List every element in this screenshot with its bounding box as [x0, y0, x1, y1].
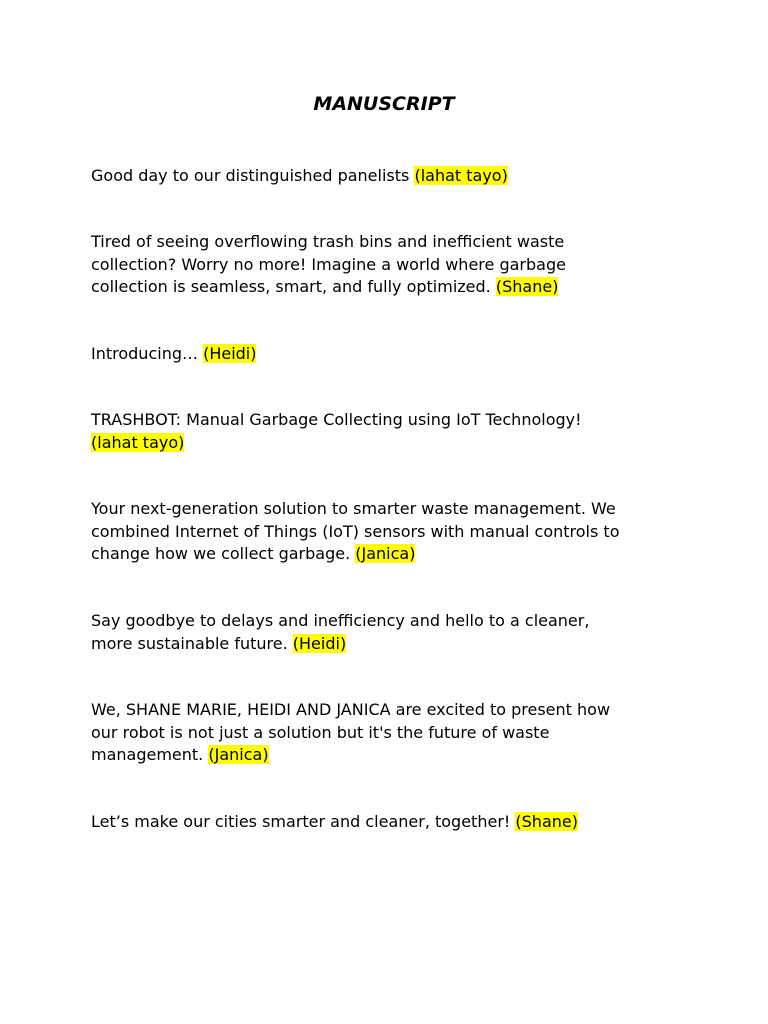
paragraph-greeting — [91, 165, 691, 188]
paragraph-intro-problem — [91, 231, 691, 299]
speaker-tag: (Heidi) — [292, 633, 347, 653]
paragraph-text: We, SHANE MARIE, HEIDI AND JANICA are excited to present how — [91, 700, 611, 719]
paragraph-text: Introducing… — [91, 344, 198, 363]
speaker-tag: (Heidi) — [203, 344, 257, 363]
paragraph-introducing — [91, 343, 691, 366]
paragraph-text: Say goodbye to delays and inefficiency and hello to a cleaner, — [91, 611, 590, 630]
paragraph-text: combined Internet of Things (IoT) sensors with manual controls to — [91, 521, 620, 541]
speaker-tag: (Shane) — [515, 812, 578, 831]
paragraph-goodbye — [91, 610, 691, 655]
speaker-tag: (lahat tayo) — [414, 166, 508, 185]
paragraph-product-name — [91, 409, 691, 454]
speaker-tag: (Shane) — [495, 277, 559, 296]
paragraph-closing — [91, 811, 691, 834]
document-title: MANUSCRIPT — [313, 93, 455, 115]
paragraph-text: Your next-generation solution to smarter waste management. We — [91, 499, 616, 518]
paragraph-text: collection? Worry no more! Imagine a world where garbage — [91, 254, 566, 274]
paragraph-team — [91, 699, 691, 767]
paragraph-text: Good day to our distinguished panelists — [91, 166, 410, 185]
paragraph-text: change how we collect garbage. — [91, 544, 351, 563]
paragraph-text: management. — [91, 745, 204, 764]
paragraph-text: our robot is not just a solution but it's the future of waste — [91, 722, 550, 742]
speaker-tag: (Janica) — [208, 745, 269, 764]
paragraph-text: Let’s make our cities smarter and cleaner, together! — [91, 812, 511, 831]
paragraph-text: collection is seamless, smart, and fully optimized. — [91, 277, 491, 296]
paragraph-solution — [91, 498, 691, 566]
paragraph-text: Tired of seeing overflowing trash bins and inefficient waste — [91, 232, 565, 251]
paragraph-text: more sustainable future. — [91, 633, 288, 653]
paragraph-text: TRASHBOT: Manual Garbage Collecting using IoT Technology! — [91, 410, 582, 429]
speaker-tag: (lahat tayo) — [91, 432, 185, 452]
speaker-tag: (Janica) — [355, 544, 416, 563]
